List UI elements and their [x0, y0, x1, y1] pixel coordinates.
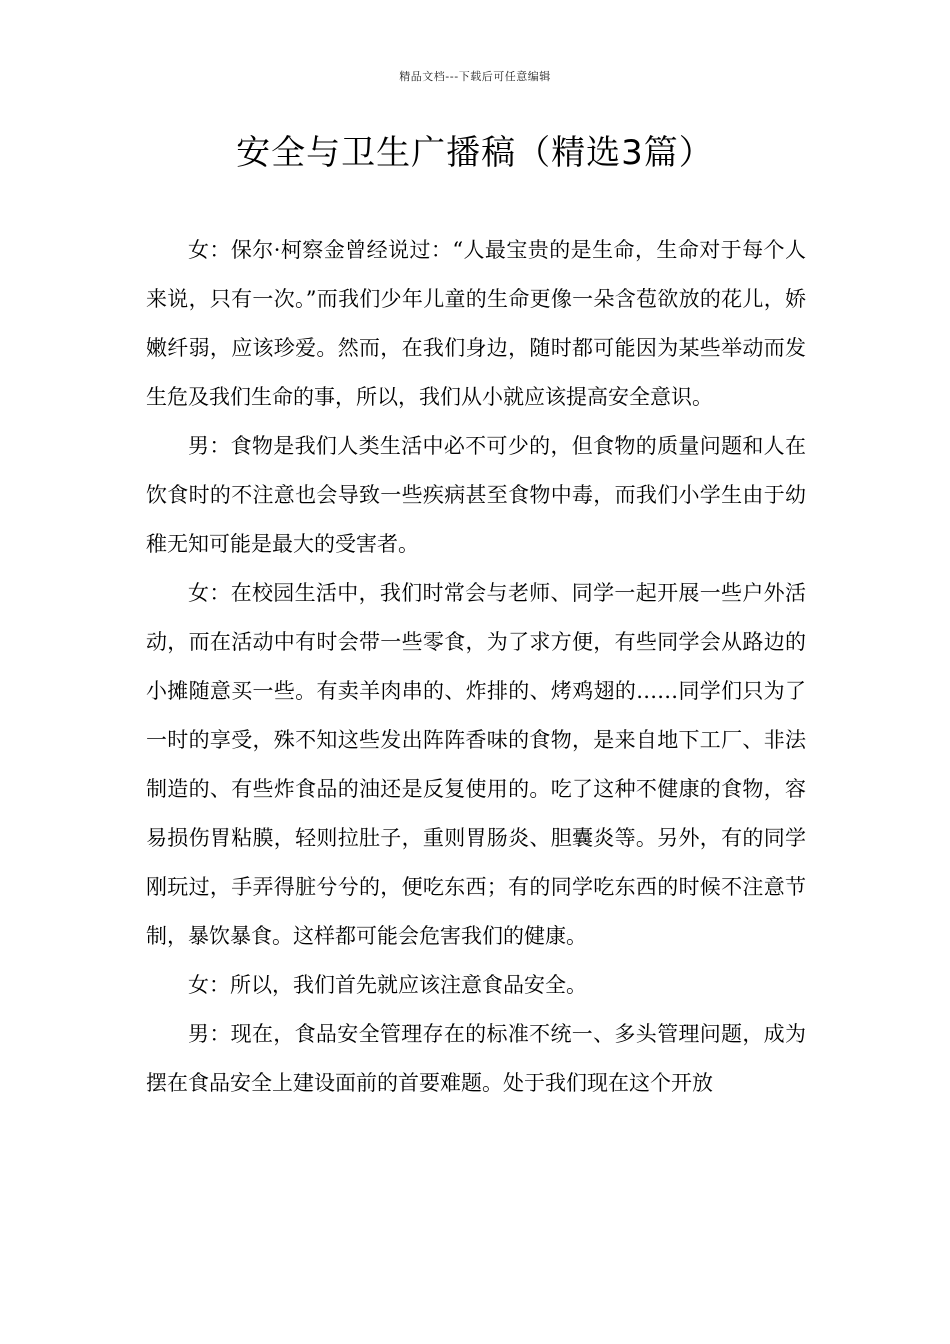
paragraph: 男：现在，食品安全管理存在的标准不统一、多头管理问题，成为摆在食品安全上建设面前的首要难题。处于我们现在这个开放: [146, 1022, 806, 1095]
paragraph: 女：在校园生活中，我们时常会与老师、同学一起开展一些户外活动，而在活动中有时会带一些零食，为了求方便，有些同学会从路边的小摊随意买一些。有卖羊肉串的、炸排的、烤鸡翅的……同学们只为了一时的享受，殊不知这些发出阵阵香味的食物，是来自地下工厂、非法制造的、有些炸食品的油还是反复使用的。吃了这种不健康的食物，容易损伤胃粘膜，轻则拉肚子，重则胃肠炎、胆囊炎等。另外，有的同学刚玩过，手弄得脏兮兮的，便吃东西；有的同学吃东西的时候不注意节制，暴饮暴食。这样都可能会危害我们的健康。: [146, 581, 806, 948]
header-note: 精品文档---下载后可任意编辑: [399, 70, 551, 83]
paragraph: 女：保尔·柯察金曾经说过：“人最宝贵的是生命，生命对于每个人来说，只有一次。”而我们少年儿童的生命更像一朵含苞欲放的花儿，娇嫩纤弱，应该珍爱。然而，在我们身边，随时都可能因为某些举动而发生危及我们生命的事，所以，我们从小就应该提高安全意识。: [146, 238, 806, 409]
document-title: 安全与卫生广播稿（精选3篇）: [236, 133, 714, 173]
paragraph: 女：所以，我们首先就应该注意食品安全。: [188, 973, 587, 997]
paragraph: 男：食物是我们人类生活中必不可少的，但食物的质量问题和人在饮食时的不注意也会导致一些疾病甚至食物中毒，而我们小学生由于幼稚无知可能是最大的受害者。: [146, 434, 806, 556]
document-body: [146, 226, 806, 1108]
